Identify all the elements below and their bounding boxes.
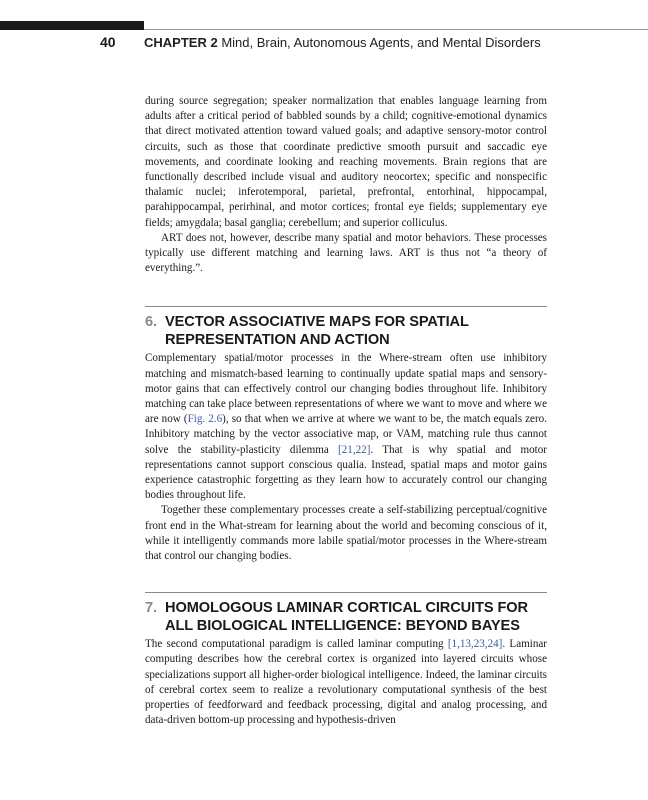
running-head [144, 35, 541, 50]
section-7 [145, 592, 547, 728]
page-body [145, 94, 547, 729]
section-6-p1-text-a: Complementary spatial/motor processes in the Where-stream often use inhibitory matching and mismatch-based learning to continually update spatial maps and sensory-motor gains that can effectively control our changing bodies throughout life. Inhibitory matching can take place between representations of where we want to move and where we are now ( [145, 352, 547, 426]
section-7-rule [145, 592, 547, 593]
intro-paragraph-2: ART does not, however, describe many spatial and motor behaviors. These processes typically use different matching and learning laws. ART is thus not “a theory of everything.”. [145, 231, 547, 275]
section-7-heading [145, 599, 547, 635]
section-6-rule [145, 306, 547, 307]
citation-link[interactable]: [1,13,23,24] [447, 638, 503, 651]
chapter-label: CHAPTER 2 [144, 35, 218, 50]
section-6-paragraph-1 [145, 351, 547, 503]
section-7-p1-text-a: The second computational paradigm is called laminar computing [145, 638, 448, 651]
header-rule [144, 29, 648, 30]
section-6 [145, 306, 547, 564]
section-6-p1-text-b: ), so that when we arrive at where we want to be, the match equals zero. Inhibitory matching by the vector associative map, or VAM, matching rule thus cannot solve the stability-plasticity dilemma [145, 413, 547, 456]
page-number: 40 [100, 34, 116, 50]
section-6-number: 6. [145, 314, 157, 331]
chapter-title: Mind, Brain, Autonomous Agents, and Mental Disorders [221, 35, 541, 50]
section-7-title: HOMOLOGOUS LAMINAR CORTICAL CIRCUITS FOR ALL BIOLOGICAL INTELLIGENCE: BEYOND BAYES [165, 600, 528, 635]
citation-link[interactable]: [21,22] [338, 443, 371, 456]
section-6-title: VECTOR ASSOCIATIVE MAPS FOR SPATIAL REPRESENTATION AND ACTION [165, 314, 469, 349]
header-bar [0, 21, 144, 30]
section-7-paragraph-1 [145, 637, 547, 728]
figure-link[interactable]: Fig. 2.6 [187, 413, 223, 426]
intro-paragraph-1: during source segregation; speaker normalization that enables language learning from adults after a critical period of babbled sounds by a child; cognitive-emotional dynamics that direct motivated attention toward valued goals; and adaptive sensory-motor control circuits, such as those that coordinate predictive smooth pursuit and saccadic eye movements, and coordinate looking and reaching movements. Brain regions that are functionally described include visual and auditory neocortex; specific and nonspecific thalamic nuclei; inferotemporal, parietal, prefrontal, entorhinal, hippocampal, parahippocampal, perirhinal, and motor cortices; frontal eye fields; supplementary eye fields; amygdala; basal ganglia; cerebellum; and superior colliculus. [145, 95, 547, 229]
section-7-number: 7. [145, 600, 157, 617]
section-7-p1-text-b: . Laminar computing describes how the cerebral cortex is organized into layered circuits whose specializations support all higher-order biological intelligence. Indeed, the laminar circuits of cerebral cortex seem to realize a revolutionary computational synthesis of the best properties of feedforward and feedback processing, digital and analog processing, and data-driven bottom-up processing and hypothesis-driven [145, 638, 547, 727]
section-6-p1-text-c: . That is why spatial and motor representations cannot support conscious qualia. Instead, spatial maps and motor gains experience catastrophic forgetting as they learn how to accurately control our changing bodies throughout life. [145, 443, 547, 502]
section-6-heading [145, 313, 547, 349]
section-6-paragraph-2: Together these complementary processes create a self-stabilizing perceptual/cognitive front end in the What-stream for learning about the world and becoming conscious of it, while it intelligently commands more labile spatial/motor processes in the Where-stream that control our changing bodies. [145, 504, 547, 563]
